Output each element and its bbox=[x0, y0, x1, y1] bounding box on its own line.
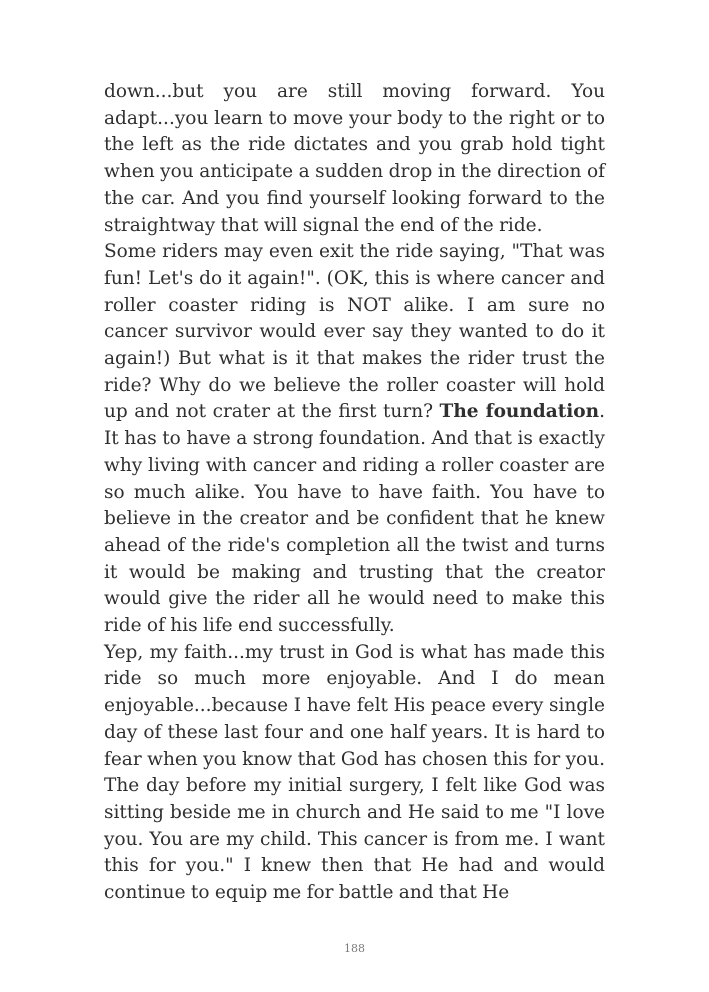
paragraph-2-text-start: Some riders may even exit the ride saying, "That was fun! Let's do it again!". (OK, this is where cancer and roller coaster riding is NOT alike. I am sure no cancer survivor would ever say they wanted to do it again!) But what is it that makes the rider trust the ride? Why do we believe the roller coaster will hold up and not crater at the first turn? bbox=[104, 241, 605, 423]
page-number: 188 bbox=[344, 942, 365, 955]
paragraph-2 bbox=[104, 239, 605, 640]
paragraph-3: Yep, my faith...my trust in God is what has made this ride so much more enjoyable. And I do mean enjoyable...because I have felt His peace every single day of these last four and one half years. It is hard to fear when you know that God has chosen this for you. The day before my initial surgery, I felt like God was sitting beside me in church and He said to me "I love you. You are my child. This cancer is from me. I want this for you." I knew then that He had and would continue to equip me for battle and that He bbox=[104, 641, 605, 904]
body-text bbox=[104, 79, 605, 907]
paragraph-2-text-end: . It has to have a strong foundation. And that is exactly why living with cancer and riding a roller coaster are so much alike. You have to have faith. You have to believe in the creator and be confident that he knew ahead of the ride's completion all the twist and turns it would be making and trusting that the creator would give the rider all he would need to make this ride of his life end successfully. bbox=[104, 401, 605, 637]
bold-phrase: The foundation bbox=[439, 401, 600, 423]
paragraph-1: down...but you are still moving forward. You adapt...you learn to move your body to the right or to the left as the ride dictates and you grab hold tight when you anticipate a sudden drop in the direction of the car. And you find yourself looking forward to the straightway that will signal the end of the ride. bbox=[104, 81, 605, 236]
